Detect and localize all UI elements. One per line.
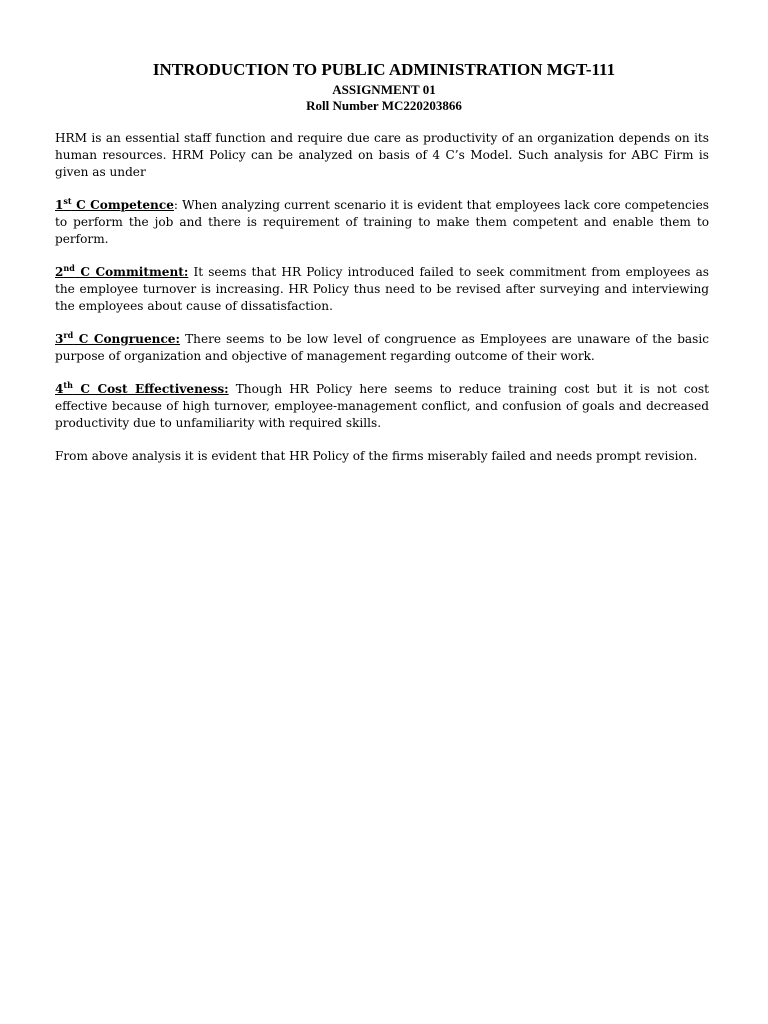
heading-label: C Cost Effectiveness: bbox=[72, 382, 229, 396]
heading-ordinal: st bbox=[63, 195, 72, 206]
cost-effectiveness-heading bbox=[55, 379, 229, 396]
commitment-heading bbox=[55, 262, 189, 279]
congruence-paragraph bbox=[55, 331, 709, 365]
heading-number: 4 bbox=[55, 382, 64, 396]
roll-number: Roll Number MC220203866 bbox=[306, 98, 462, 113]
conclusion-paragraph: From above analysis it is evident that HR Policy of the firms miserably failed and needs prompt revision. bbox=[55, 449, 698, 463]
heading-number: 2 bbox=[55, 265, 64, 279]
congruence-text: There seems to be low level of congruence as Employees are unaware of the basic purpose of organization and objective of management regarding outcome of their work. bbox=[55, 332, 709, 363]
heading-number: 3 bbox=[55, 332, 64, 346]
commitment-paragraph bbox=[55, 264, 709, 315]
heading-number: 1 bbox=[55, 198, 64, 212]
commitment-text: It seems that HR Policy introduced failed to seek commitment from employees as the employee turnover is increasing. HR Policy thus need to be revised after surveying and interviewing the employees about cause of dissatisfaction. bbox=[55, 265, 709, 313]
document-title: INTRODUCTION TO PUBLIC ADMINISTRATION MGT-111 bbox=[152, 60, 616, 79]
heading-label: C Competence bbox=[71, 198, 174, 212]
competence-paragraph bbox=[55, 197, 709, 248]
competence-text: When analyzing current scenario it is evident that employees lack core competencies to perform the job and there is requirement of training to make them competent and enable them to perform. bbox=[55, 198, 709, 246]
heading-ordinal: rd bbox=[63, 329, 74, 340]
assignment-label: ASSIGNMENT 01 bbox=[332, 82, 436, 97]
heading-ordinal: nd bbox=[63, 262, 75, 273]
cost-effectiveness-paragraph bbox=[55, 381, 709, 432]
competence-heading bbox=[55, 195, 174, 212]
heading-label: C Commitment: bbox=[74, 265, 189, 279]
heading-ordinal: th bbox=[63, 379, 73, 390]
document-body bbox=[55, 130, 709, 481]
intro-paragraph: HRM is an essential staff function and require due care as productivity of an organization depends on its human resources. HRM Policy can be analyzed on basis of 4 C’s Model. Such analysis for ABC Firm is given as under bbox=[55, 131, 709, 179]
congruence-heading bbox=[55, 329, 180, 346]
cost-effectiveness-text: Though HR Policy here seems to reduce training cost but it is not cost effective because of high turnover, employee-management conflict, and confusion of goals and decreased productivity due to unfamiliarity with required skills. bbox=[55, 382, 709, 430]
heading-label: C Congruence: bbox=[73, 332, 180, 346]
heading-colon: : bbox=[173, 198, 178, 212]
